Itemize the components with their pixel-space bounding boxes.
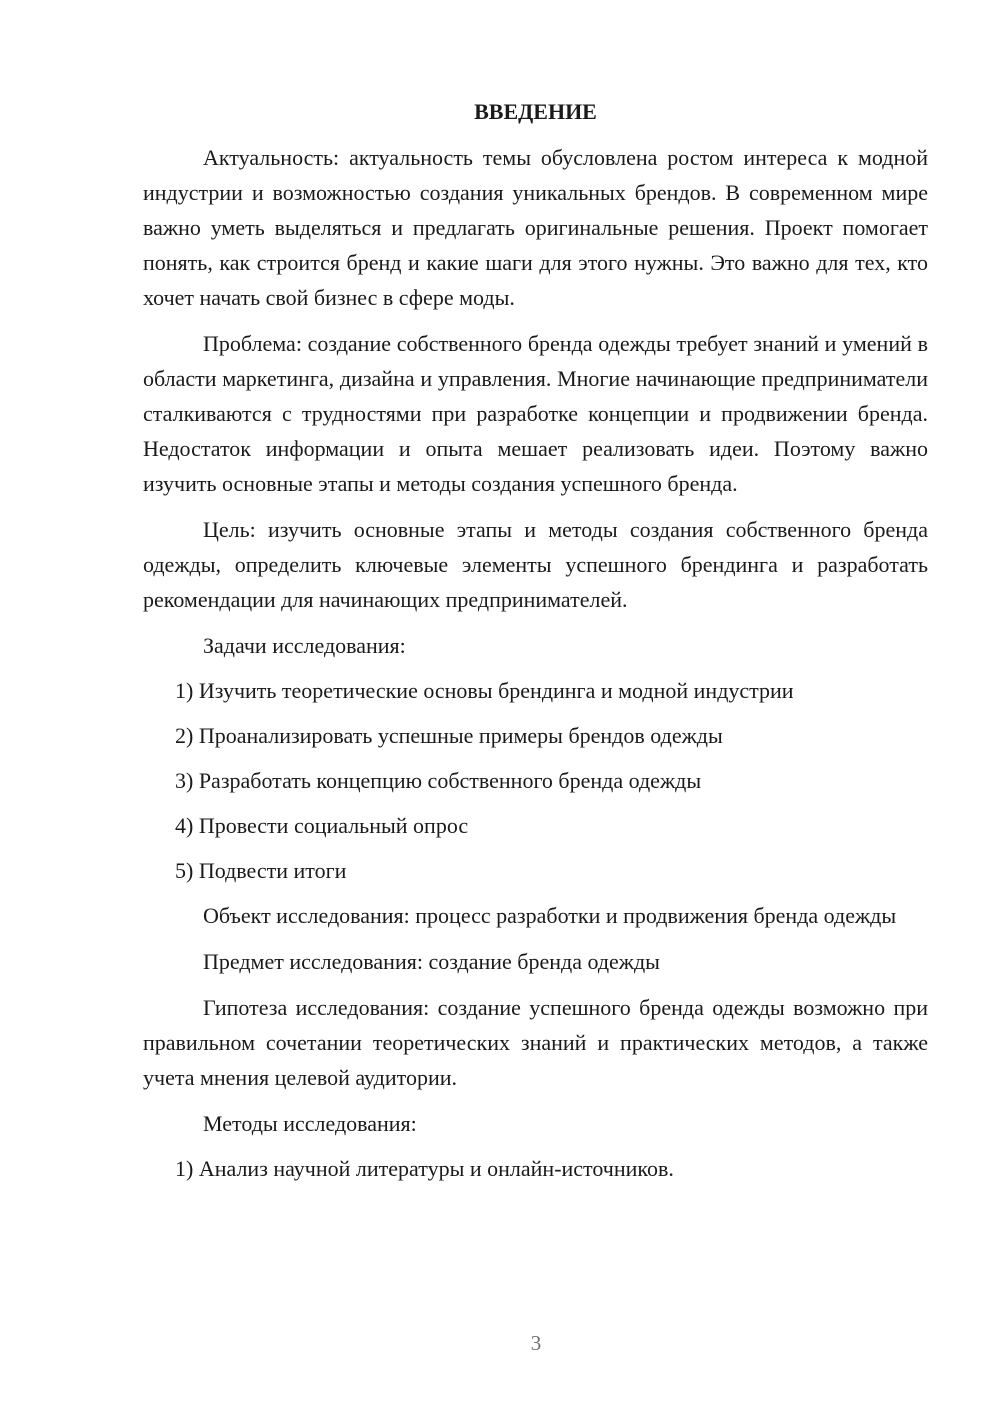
page-content [143, 94, 928, 1196]
section-heading: ВВЕДЕНИЕ [474, 99, 597, 124]
problem-paragraph: Проблема: создание собственного бренда одежды требует знаний и умений в области маркетинга, дизайна и управления. Многие начинающие предприниматели сталкиваются с трудностями при разработке концепции и продвижении бренда. Недостаток информации и опыта мешает реализовать идеи. Поэтому важно изучить основные этапы и методы создания успешного бренда. [143, 331, 928, 496]
tasks-list [143, 673, 928, 888]
subject-paragraph: Предмет исследования: создание бренда одежды [203, 949, 660, 974]
relevance-paragraph: Актуальность: актуальность темы обусловлена ростом интереса к модной индустрии и возможностью создания уникальных брендов. В современном мире важно уметь выделяться и предлагать оригинальные решения. Проект помогает понять, как строится бренд и какие шаги для этого нужны. Это важно для тех, кто хочет начать свой бизнес в сфере моды. [143, 145, 928, 310]
methods-heading: Методы исследования: [203, 1111, 417, 1136]
list-item: 1) Анализ научной литературы и онлайн-источников. [175, 1156, 674, 1181]
goal-paragraph: Цель: изучить основные этапы и методы создания собственного бренда одежды, определить ключевые элементы успешного брендинга и разработать рекомендации для начинающих предпринимателей. [143, 517, 928, 612]
page-number: 3 [530, 1331, 542, 1355]
list-item: 1) Изучить теоретические основы брендинга и модной индустрии [175, 678, 794, 703]
object-paragraph: Объект исследования: процесс разработки и продвижения бренда одежды [203, 903, 897, 928]
list-item: 3) Разработать концепцию собственного бренда одежды [175, 768, 702, 793]
tasks-heading: Задачи исследования: [203, 633, 406, 658]
hypothesis-paragraph: Гипотеза исследования: создание успешного бренда одежды возможно при правильном сочетании теоретических знаний и практических методов, а также учета мнения целевой аудитории. [143, 995, 928, 1090]
list-item: 4) Провести социальный опрос [175, 813, 469, 838]
list-item: 2) Проанализировать успешные примеры брендов одежды [175, 723, 723, 748]
methods-list [143, 1151, 928, 1186]
list-item: 5) Подвести итоги [175, 858, 347, 883]
